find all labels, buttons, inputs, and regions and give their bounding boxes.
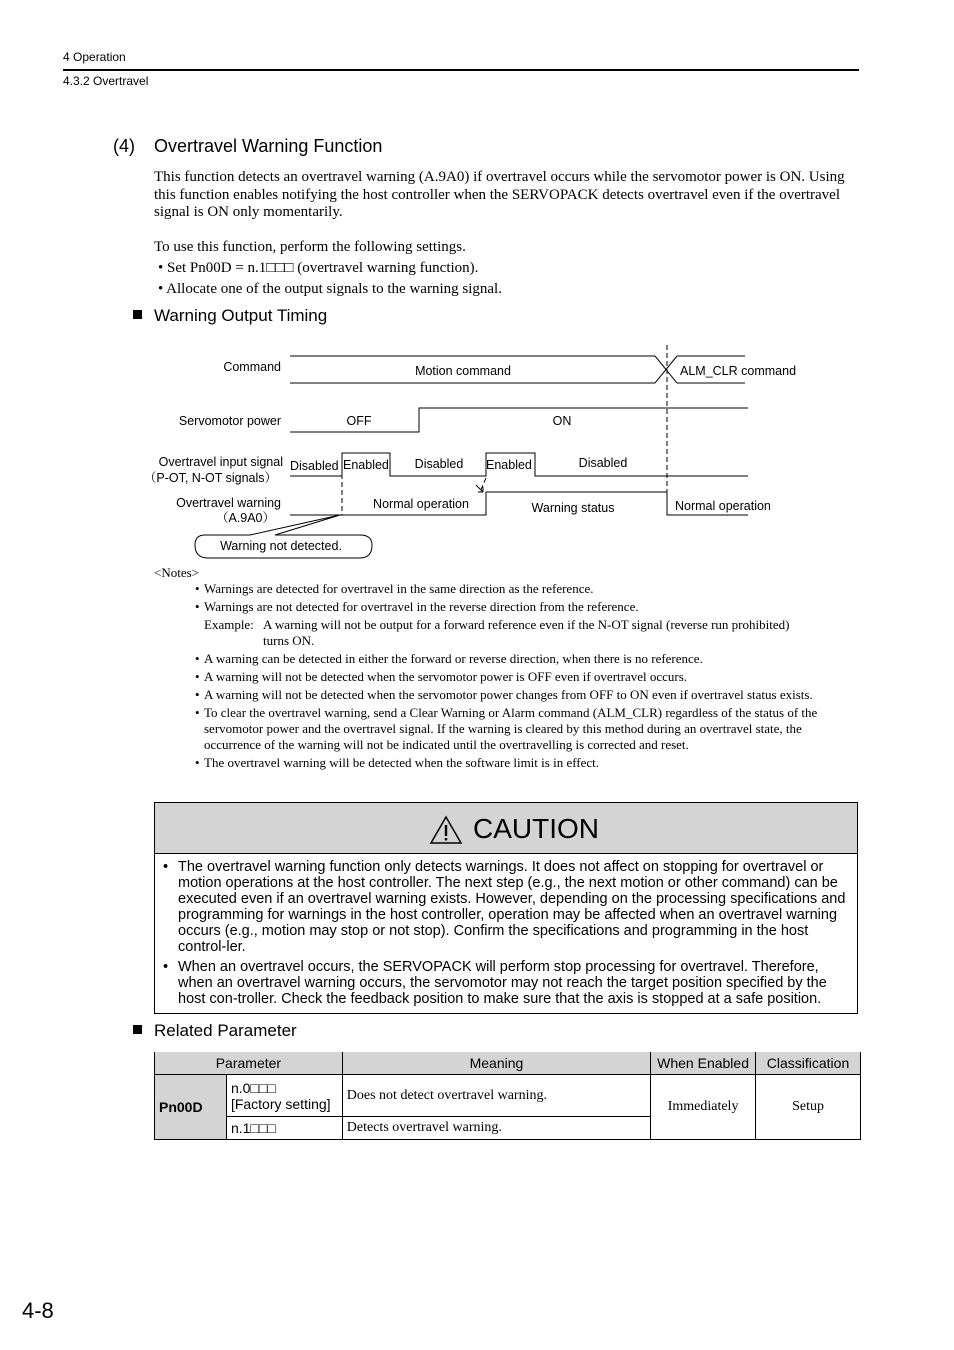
- note-item: • To clear the overtravel warning, send a Clear Warning or Alarm command (ALM_CLR) regardless of the status of the servomotor power and the overtravel signal. If the warning is cleared by this method during an overtravel state, the occurrence of the warning will not be indicated until the overtravelling is corrected and reset.: [195, 705, 818, 752]
- header-rule: [63, 69, 859, 71]
- example-continuation: turns ON.: [263, 633, 315, 648]
- header-classification: Classification: [756, 1052, 861, 1075]
- note-item: • Warnings are not detected for overtravel in the reverse direction from the reference.: [195, 599, 639, 614]
- ot-enabled-1: Enabled: [343, 458, 389, 472]
- intro-paragraph: This function detects an overtravel warning (A.9A0) if overtravel occurs while the servomotor power is ON. Using this function enables notifying the host controller when the SERVOPACK detects overtravel even if the overtravel signal is ON only momentarily.: [154, 169, 845, 220]
- label-ot-warning-2: （A.9A0）: [215, 511, 275, 525]
- notes-list-2: [154, 651, 860, 771]
- ot-disabled-2: Disabled: [414, 457, 464, 471]
- param-meaning: Detects overtravel warning.: [342, 1117, 650, 1140]
- example-text: A warning will not be output for a forward reference even if the N-OT signal (reverse run prohibited): [263, 617, 790, 632]
- label-command: Command: [223, 360, 281, 374]
- note-item: • A warning can be detected in either the forward or reverse direction, when there is no reference.: [195, 651, 703, 666]
- param-factory-setting: [Factory setting]: [230, 1095, 331, 1112]
- section-number: (4): [113, 136, 135, 156]
- label-ot-input-1: Overtravel input signal: [158, 455, 283, 469]
- related-heading: [133, 1021, 297, 1041]
- setting-item-1: • Set Pn00D = n.1□□□ (overtravel warning function).: [158, 260, 479, 276]
- related-heading-text: Related Parameter: [154, 1021, 297, 1040]
- param-number: Pn00D: [155, 1075, 227, 1140]
- header-meaning: Meaning: [342, 1052, 650, 1075]
- caution-body: [155, 854, 857, 1007]
- warning-status-label: Warning status: [531, 501, 615, 515]
- warning-triangle-icon: [429, 815, 463, 845]
- ot-disabled-3: Disabled: [578, 456, 628, 470]
- ot-enabled-2: Enabled: [486, 458, 532, 472]
- settings-intro: To use this function, perform the following settings.: [154, 239, 466, 255]
- note-item: • A warning will not be detected when the servomotor power is OFF even if overtravel occurs.: [195, 669, 688, 684]
- square-bullet-icon: [133, 310, 142, 319]
- timing-diagram: [150, 340, 850, 570]
- parameter-table: [154, 1052, 861, 1140]
- section-title: [113, 136, 382, 157]
- section-title-text: Overtravel Warning Function: [154, 136, 383, 156]
- motion-command-label: Motion command: [415, 364, 511, 378]
- label-ot-input-2: （P-OT, N-OT signals）: [150, 471, 277, 485]
- section-header: 4.3.2 Overtravel: [63, 74, 149, 88]
- param-code-cell: [226, 1075, 342, 1117]
- command-signal: [290, 356, 745, 383]
- note-item: • The overtravel warning will be detected when the software limit is in effect.: [195, 755, 600, 770]
- timing-heading: [133, 306, 327, 326]
- table-row: [155, 1075, 861, 1117]
- page-number: 4-8: [22, 1298, 54, 1323]
- notes-heading: <Notes>: [154, 565, 199, 580]
- notes-block: [154, 565, 860, 773]
- setting-item-2: • Allocate one of the output signals to the warning signal.: [158, 281, 502, 297]
- note-example: [154, 617, 860, 649]
- ot-disabled-1: Disabled: [290, 459, 339, 473]
- note-item: • Warnings are detected for overtravel in the same direction as the reference.: [195, 581, 594, 596]
- classification-value: Setup: [756, 1075, 861, 1140]
- caution-box: [154, 802, 858, 1014]
- caution-item: • The overtravel warning function only detects warnings. It does not affect on stopping for overtravel or motion operations at the host controller. The next step (e.g., the next motion or other command) can be executed even if an overtravel warning exists. However, depending on the processing specifications and programming for warnings in the host controller, operation may be affected when an overtravel warning occurs (e.g., motion may stop or not stop). Confirm the specifications and programming in the host control-ler.: [163, 859, 846, 955]
- example-label: Example:: [204, 617, 254, 632]
- normal-operation-1: Normal operation: [373, 497, 469, 511]
- header-when-enabled: When Enabled: [651, 1052, 756, 1075]
- normal-operation-2: Normal operation: [675, 499, 771, 513]
- param-code: n.1□□□: [226, 1117, 342, 1140]
- caution-item: • When an overtravel occurs, the SERVOPACK will perform stop processing for overtravel. Therefore, when an overtravel warning occurs, the servomotor may not reach the target position specified by the host con-troller. Check the feedback position to make sure that the axis is stopped at a safe position.: [163, 959, 827, 1007]
- warning-not-detected-label: Warning not detected.: [220, 539, 342, 553]
- label-ot-warning-1: Overtravel warning: [176, 496, 281, 510]
- table-header-row: [155, 1052, 861, 1075]
- label-servo-power: Servomotor power: [178, 414, 281, 428]
- header-parameter: Parameter: [155, 1052, 343, 1075]
- square-bullet-icon: [133, 1025, 142, 1034]
- caution-title: CAUTION: [473, 813, 599, 844]
- chapter-header: 4 Operation: [63, 50, 126, 64]
- timing-heading-text: Warning Output Timing: [154, 306, 328, 325]
- servo-off-label: OFF: [346, 414, 372, 428]
- when-enabled-value: Immediately: [651, 1075, 756, 1140]
- notes-list: [154, 581, 860, 615]
- param-meaning: Does not detect overtravel warning.: [342, 1075, 650, 1117]
- alm-clr-label: ALM_CLR command: [680, 364, 797, 378]
- param-code: n.0□□□: [230, 1079, 276, 1096]
- note-item: • A warning will not be detected when the servomotor power changes from OFF to ON even if overtravel status exists.: [195, 687, 813, 702]
- servo-on-label: ON: [552, 414, 572, 428]
- caution-header: [155, 803, 857, 854]
